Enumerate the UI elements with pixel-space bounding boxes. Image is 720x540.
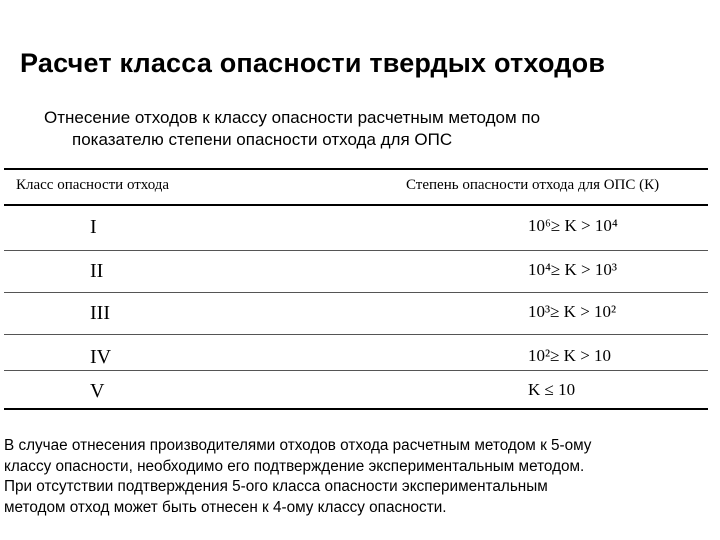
subtitle-line-1: Отнесение отходов к классу опасности расчетным методом по xyxy=(44,108,541,127)
class-cell: III xyxy=(90,302,110,324)
note-paragraph xyxy=(4,436,714,518)
table-row xyxy=(4,208,708,248)
note-line: При отсутствии подтверждения 5-ого класса опасности экспериментальным xyxy=(4,478,548,495)
table-row xyxy=(4,294,708,334)
row-divider xyxy=(4,250,708,251)
subtitle xyxy=(44,107,684,151)
note-line: классу опасности, необходимо его подтверждение экспериментальным методом. xyxy=(4,457,585,475)
note-line: методом отход может быть отнесен к 4-ому классу опасности. xyxy=(4,498,447,516)
table-top-rule xyxy=(4,168,708,170)
condition-cell: 10⁴≥ K > 10³ xyxy=(528,260,617,279)
row-divider xyxy=(4,292,708,293)
hazard-class-table xyxy=(4,168,708,410)
class-cell: II xyxy=(90,260,104,282)
page-title: Расчет класса опасности твердых отходов xyxy=(20,48,606,78)
condition-cell: K ≤ 10 xyxy=(528,380,576,399)
class-cell: I xyxy=(90,216,97,238)
header-bottom-rule xyxy=(4,204,708,206)
condition-cell: 10³≥ K > 10² xyxy=(528,302,617,321)
class-cell: V xyxy=(90,380,105,402)
note-line: В случае отнесения производителями отходов отхода расчетным методом к 5-ому xyxy=(4,437,592,454)
table-row xyxy=(4,252,708,292)
header-hazard-class: Класс опасности отхода xyxy=(16,177,170,193)
row-divider xyxy=(4,370,708,371)
subtitle-line-2: показателю степени опасности отхода для ОПС xyxy=(72,130,453,149)
class-cell: IV xyxy=(90,346,112,368)
table-row xyxy=(4,372,708,412)
row-divider xyxy=(4,334,708,335)
condition-cell: 10⁶≥ K > 10⁴ xyxy=(528,216,618,235)
header-hazard-degree: Степень опасности отхода для ОПС (К) xyxy=(406,177,660,193)
table-bottom-rule xyxy=(4,408,708,410)
condition-cell: 10²≥ K > 10 xyxy=(528,346,612,365)
